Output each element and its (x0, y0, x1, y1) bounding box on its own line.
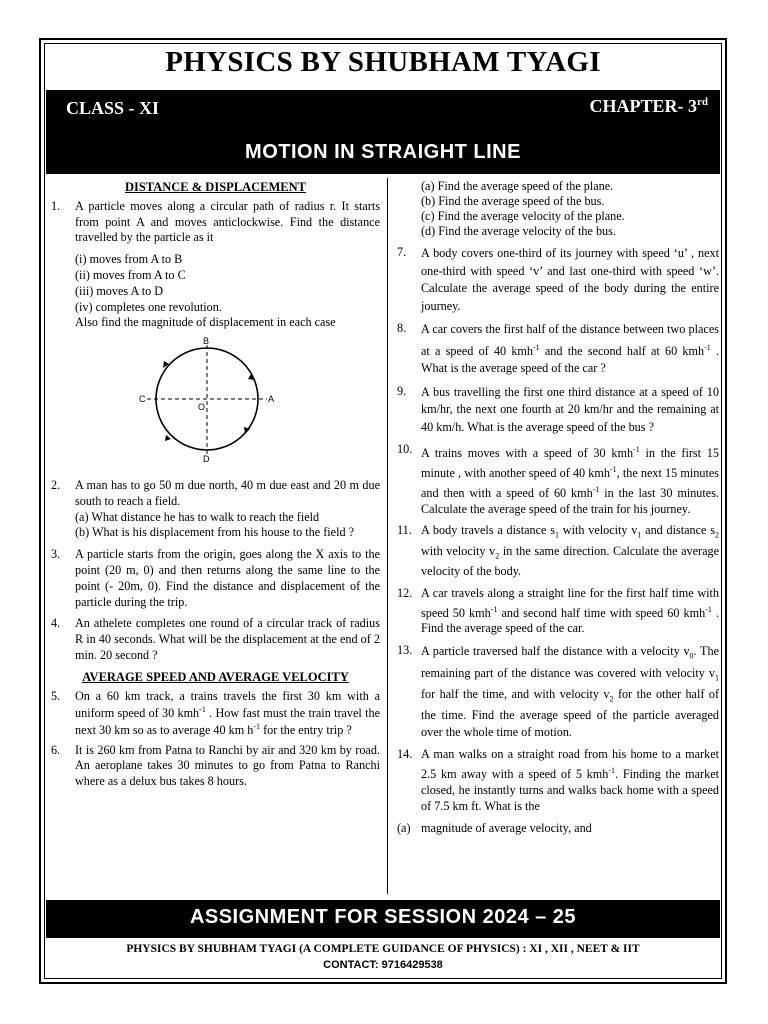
right-column (397, 179, 719, 843)
text-part: in the last 30 minutes. Calculate the average speed of the train for his journey. (421, 485, 719, 516)
question-number: 2. (51, 477, 61, 492)
left-column (51, 179, 380, 796)
chapter-title: MOTION IN STRAIGHT LINE (245, 141, 521, 163)
question-number: 5. (51, 688, 61, 703)
question-3 (51, 547, 380, 610)
text-part: for half the time, and with velocity v (421, 687, 610, 702)
question-12 (397, 586, 719, 637)
question-text: A man has to go 50 m due north, 40 m due east and 20 m due south to reach a field. (75, 477, 380, 508)
class-label: CLASS - XI (66, 98, 160, 118)
question-text (421, 442, 719, 517)
superscript: -1 (592, 484, 600, 494)
section-heading-average: AVERAGE SPEED AND AVERAGE VELOCITY (82, 669, 349, 684)
question-6-parts (421, 179, 719, 239)
question-14-part-a (397, 821, 719, 837)
question-text: It is 260 km from Patna to Ranchi by air and 320 km by road. An aeroplane takes 30 minutes to go from Patna to Ranchi where as a delux bus takes 8 hours. (75, 742, 380, 789)
direction-arrow (165, 435, 171, 441)
text-part: A trains moves with a speed of 30 kmh (421, 446, 634, 461)
text-part: and the second half at 60 kmh (539, 343, 705, 358)
part-b: (b) Find the average speed of the bus. (421, 194, 605, 208)
text-part: , the next 15 minutes and then with a speed of 60 kmh (421, 465, 719, 500)
question-1 (51, 199, 380, 331)
superscript: -1 (633, 445, 640, 455)
assignment-title: ASSIGNMENT FOR SESSION 2024 – 25 (189, 906, 577, 928)
label-c: C (139, 394, 146, 405)
direction-arrow (248, 374, 255, 380)
question-number: 6. (51, 742, 61, 757)
text-part: . What is the average speed of the car ? (421, 343, 720, 376)
question-number: 1. (51, 198, 61, 213)
subscript: 2 (715, 530, 719, 540)
question-number: 12. (397, 585, 413, 600)
text-part: . Find the average speed of the car. (421, 605, 719, 636)
chapter-number: CHAPTER- 3 (589, 96, 697, 116)
question-4 (51, 616, 380, 663)
subscript: 1 (555, 530, 559, 540)
page-frame (39, 38, 727, 984)
part-a: (a) What distance he has to walk to reach the field (75, 509, 320, 524)
text-part: . How fast must the train travel the next 30 km so as to average 40 km h (75, 705, 380, 737)
label-b: B (203, 337, 210, 347)
superscript: -1 (608, 766, 616, 776)
question-number: 4. (51, 616, 61, 631)
question-11 (397, 523, 719, 579)
text-part: A body travels a distance s (421, 523, 555, 538)
part-c: (c) Find the average velocity of the plane. (421, 209, 625, 223)
question-text (421, 643, 719, 741)
question-text: A particle starts from the origin, goes along the X axis to the point (20 m, 0) and then returns along the same line to the point (- 20m, 0). Find the distance and displacement of the particle during the trip. (75, 547, 380, 609)
label-a: A (268, 394, 275, 405)
part-also: Also find the magnitude of displacement in each case (75, 315, 336, 330)
question-number: 8. (397, 321, 407, 335)
text-part: On a 60 km track, a trains travels the first 30 km with a uniform speed of 30 kmh (75, 688, 380, 720)
subscript: 0 (689, 651, 694, 661)
text-part: and distance s (641, 523, 715, 538)
question-text: A particle moves along a circular path of radius r. It starts from point A and moves anticlockwise. Find the distance travelled by the particle as it (75, 198, 380, 245)
superscript: -1 (704, 342, 711, 352)
section-heading-distance: DISTANCE & DISPLACEMENT (124, 180, 307, 194)
subscript: 2 (495, 551, 500, 561)
text-part: A man walks on a straight road from his home to a market 2.5 km away with a speed of 5 kmh (421, 747, 719, 782)
question-number: 11. (397, 523, 412, 538)
part-a: (a) Find the average speed of the plane. (421, 179, 614, 193)
text-part: A particle traversed half the distance with a velocity v (421, 644, 690, 659)
question-text (421, 586, 719, 637)
question-number: 7. (397, 245, 407, 259)
question-text: A bus travelling the first one third distance at a speed of 10 km/hr, the next one fourth at 20 km/hr and the remaining at 40 km/h. What is the average speed of the bus ? (421, 384, 719, 434)
question-text (421, 747, 719, 814)
text-part: with velocity v (559, 523, 638, 538)
label-o: O (198, 402, 206, 413)
question-text (421, 321, 719, 378)
question-text: A body covers one-third of its journey with speed ‘u’ , next one-third with speed ‘v’ and last one-third with speed ‘w’. Calculate the average speed of the body during the entire journey. (421, 246, 719, 313)
part-ii: (ii) moves from A to C (75, 267, 186, 282)
text-part: with velocity v (421, 543, 496, 558)
subscript: 1 (715, 673, 719, 683)
part-iii: (iii) moves A to D (75, 283, 164, 298)
footer-guidance: PHYSICS BY SHUBHAM TYAGI (A COMPLETE GUIDANCE OF PHYSICS) : XI , XII , NEET & IIT (126, 943, 640, 955)
text-part: in the first 15 minute , with another speed of 40 kmh (421, 446, 719, 480)
text-part: in the same direction. Calculate the average velocity of the body. (421, 543, 719, 578)
circle-figure (111, 337, 281, 465)
part-d: (d) Find the average velocity of the bus. (421, 224, 616, 238)
question-6 (51, 743, 380, 790)
part-b: (b) What is his displacement from his house to the field ? (75, 525, 355, 540)
text-part: . Finding the market closed, he instantly turns and walks back home with a speed of 7.5 km ft. What is the (421, 767, 719, 813)
label-d: D (203, 454, 210, 465)
question-number: 10. (397, 442, 413, 457)
question-2 (51, 478, 380, 541)
text-part: A car covers the first half of the distance between two places at a speed of 40 kmh (421, 322, 719, 358)
chapter-banner (46, 134, 720, 174)
question-5 (51, 689, 380, 737)
part-label: (a) (397, 820, 411, 835)
question-number: 14. (397, 747, 413, 762)
column-divider (387, 178, 388, 894)
question-number: 9. (397, 383, 407, 398)
subscript: 2 (609, 694, 614, 704)
chapter-label (590, 96, 709, 117)
part-text: magnitude of average velocity, and (421, 820, 592, 835)
part-i: (i) moves from A to B (75, 252, 183, 267)
superscript: -1 (199, 704, 206, 714)
question-number: 13. (397, 643, 413, 658)
question-body (75, 199, 380, 331)
assignment-banner (46, 900, 720, 938)
question-number: 3. (51, 547, 61, 562)
question-text (421, 523, 719, 579)
page-title: PHYSICS BY SHUBHAM TYAGI (165, 46, 601, 78)
question-parts (75, 252, 380, 331)
question-body (75, 478, 380, 541)
superscript: -1 (609, 464, 617, 474)
superscript: -1 (490, 604, 498, 614)
question-10 (397, 442, 719, 517)
question-7 (397, 245, 719, 315)
superscript: -1 (533, 342, 540, 352)
question-14 (397, 747, 719, 814)
subscript: 1 (637, 530, 642, 540)
text-part: . The remaining part of the distance was covered with velocity v (421, 644, 719, 680)
superscript: -1 (253, 721, 261, 731)
chapter-superscript: rd (697, 96, 708, 108)
superscript: -1 (705, 604, 712, 614)
question-13 (397, 643, 719, 741)
question-text (75, 689, 380, 737)
text-part: and second half time with speed 60 kmh (497, 605, 706, 620)
class-chapter-bar (46, 90, 720, 134)
question-8 (397, 321, 719, 378)
text-part: for the entry trip ? (260, 722, 352, 737)
part-iv: (iv) completes one revolution. (75, 299, 222, 314)
text-part: A car travels along a straight line for the first half time with speed 50 kmh (421, 585, 719, 620)
circle-diagram (111, 337, 380, 470)
text-part: for the other half of the time. Find the average speed of the particle averaged over the whole time of motion. (421, 687, 719, 740)
question-9 (397, 384, 719, 437)
question-text: An athelete completes one round of a circular track of radius R in 40 seconds. What will be the displacement at the end of 2 min. 20 second ? (75, 616, 380, 662)
footer-contact: CONTACT: 9716429538 (323, 959, 443, 971)
